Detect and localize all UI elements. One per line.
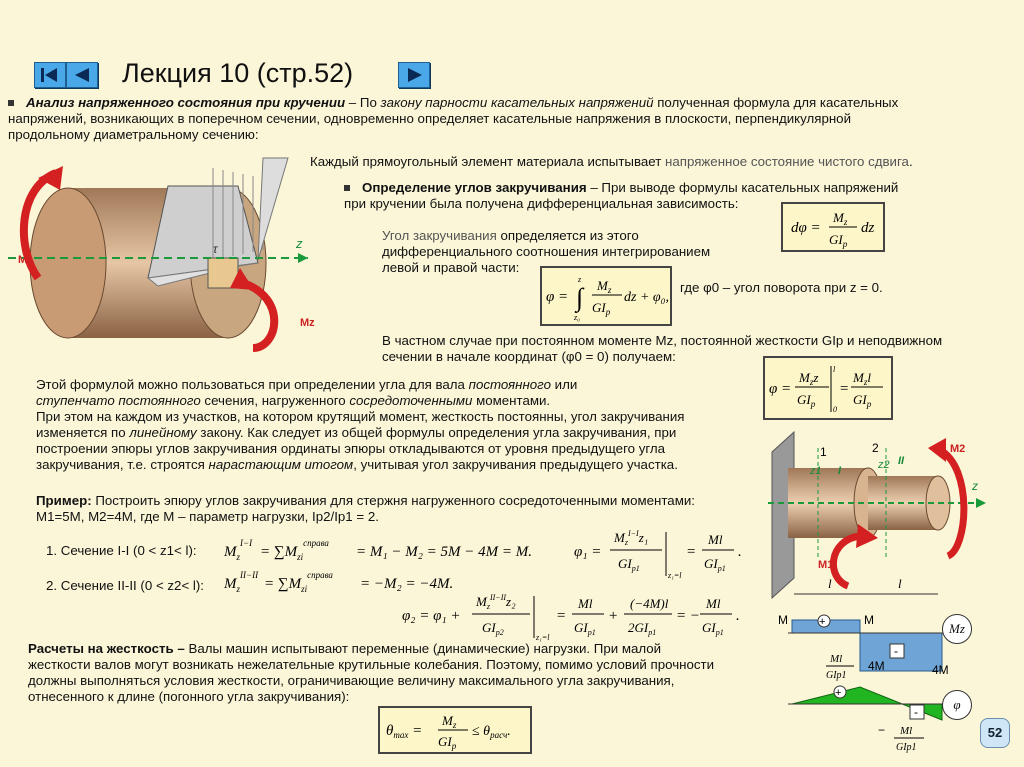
- svg-text:M1: M1: [818, 559, 834, 571]
- svg-text:z1: z1: [810, 465, 822, 477]
- skip-first-icon: [35, 63, 65, 87]
- svg-text:4M: 4M: [868, 659, 885, 673]
- svg-text:MzI−I: $M_z^{I-I}$: [224, 538, 253, 562]
- svg-text:+: +: [835, 687, 842, 699]
- svg-text:≤ θрасч.: ≤ $\theta_{расч}$.: [472, 724, 511, 740]
- svg-text:l: l: [898, 576, 902, 591]
- svg-text:GIp1: $GI_{p1}$: [704, 556, 726, 573]
- svg-text:(−4M)l: (−4M)l: [630, 596, 669, 611]
- prev-page-button[interactable]: [66, 62, 98, 88]
- tau-label: τ: [213, 242, 218, 256]
- svg-text:Ml: Ml: [830, 653, 843, 665]
- svg-text:II: II: [898, 455, 905, 467]
- moment-m1-arrow: [833, 536, 860, 586]
- svg-text:GIp1: $GI_{p1}$: [618, 556, 640, 573]
- svg-text:Mzl: $M_zl$: [853, 370, 871, 387]
- svg-text:-: -: [914, 705, 918, 719]
- svg-text:=: =: [839, 381, 850, 397]
- svg-text:1: 1: [820, 445, 827, 459]
- section1-label: 1. Сечение I-I (0 < z1< l):: [46, 543, 197, 558]
- svg-text:∫: ∫: [576, 283, 584, 312]
- svg-text:=: =: [556, 608, 567, 624]
- formula-dphi: [781, 202, 885, 252]
- svg-text:−: −: [878, 723, 886, 737]
- svg-text:2GIp1: $2GI_{p1}$: [628, 620, 657, 637]
- mz-label-right: Mz: [300, 317, 315, 329]
- svg-text:GIp: $GI_p$: [592, 300, 611, 317]
- svg-text:dz: dz: [861, 220, 875, 236]
- first-page-button[interactable]: [34, 62, 66, 88]
- phi-epure-label: φ: [942, 690, 972, 720]
- formula-phi-linear: [763, 356, 893, 420]
- svg-text:Mz: $M_z$: [597, 278, 612, 295]
- svg-text:GIp1: GIp1: [896, 742, 917, 753]
- svg-text:z₁=l: z₁=l: [536, 633, 550, 642]
- svg-text:GIp1: GIp1: [826, 670, 847, 681]
- mz-epure-label: Mz: [942, 614, 972, 644]
- page-number: 52: [980, 718, 1010, 748]
- svg-text:Ml: Ml: [708, 532, 723, 547]
- svg-text:= ∑Mziсправа: = $\sum M_{zi}^{справа}$: [264, 570, 333, 594]
- svg-text:z2: z2: [878, 459, 890, 471]
- svg-text:M2: M2: [950, 443, 966, 455]
- pure-shear-highlight: напряженное состояние чистого сдвига: [665, 154, 909, 169]
- mz-label-left: Mz: [18, 254, 33, 266]
- svg-text:= M₁ − M₂ = 5M − 4M = M.: = M₁ − M₂ = 5M − 4M = M.: [356, 544, 533, 560]
- intro-law: закону парности касательных напряжений: [380, 95, 654, 110]
- svg-text:φ =: φ =: [546, 289, 569, 305]
- stiffness-paragraph: Расчеты на жесткость – Валы машин испытывают переменные (динамические) нагрузки. При малой жесткости валов могут возникать нежелательные крутильные колебания. Поэтому, помимо условий прочности должны выполняться условия жесткости, ограничивающие величину максимального угла закручивания, отнесенного к длине (погонного угла закручивания):: [28, 641, 715, 704]
- svg-text:dz + φ₀,: dz + φ₀,: [624, 290, 670, 305]
- svg-text:z₀: z₀: [574, 313, 580, 322]
- svg-text:φ₁ =: φ₁ =: [574, 544, 602, 560]
- svg-text:z: z: [578, 275, 582, 284]
- svg-text:I: I: [838, 465, 842, 477]
- shaft-stress-diagram: [8, 148, 318, 358]
- z-axis-label: z: [296, 236, 303, 251]
- svg-text:MzI−Iz₁: $M_z^{I-I}z_1$: [614, 529, 649, 547]
- svg-text:GIp: $GI_p$: [853, 392, 872, 409]
- svg-text:GIp1: $GI_{p1}$: [574, 620, 596, 637]
- intro-line2: напряжений, возникающих в поперечном сечении, одновременно определяет касательные напряжения в плоскости, перпендикулярной: [8, 111, 852, 126]
- svg-text:l: l: [828, 576, 832, 591]
- prev-icon: [67, 63, 97, 87]
- svg-text:GIp1: $GI_{p1}$: [702, 620, 724, 637]
- svg-text:4M: 4M: [932, 663, 949, 677]
- svg-text:φ₂ = φ₁ +: φ₂ = φ₁ +: [402, 608, 461, 624]
- svg-text:l: l: [833, 365, 836, 374]
- svg-text:φ =: φ =: [769, 381, 792, 397]
- svg-text:+: +: [608, 608, 619, 624]
- svg-text:+: +: [819, 616, 826, 628]
- next-icon: [399, 63, 429, 87]
- svg-text:Mzz: $M_zz$: [799, 370, 819, 387]
- svg-text:M: M: [778, 613, 788, 627]
- intro-paragraph: Анализ напряженного состояния при кручении – По закону парности касательных напряжений полученная формула для касательных напряжений, возникающих в поперечном сечении, одновременно определяет касательные напряжения в плоскости, перпендикулярной продольному диаметральному сечению:: [8, 95, 1008, 143]
- svg-text:MzII−IIz₂: $M_z^{II-II}z_2$: [476, 593, 516, 611]
- svg-text:z₁=l: z₁=l: [668, 571, 682, 580]
- svg-text:= −: = −: [676, 608, 700, 624]
- usage-paragraph: Этой формулой можно пользоваться при определении угла для вала постоянного или ступенчато постоянного сечения, нагруженного сосредоточенными моментами. При этом на каждом из участков, на котором крутящий момент, жесткость постоянны, угол закручивания изменяется по линейному закону. Как следует из общей формулы определения угла закручивания, при построении эпюры углов закручивания ординаты эпюры откладываются от уровня предыдущего угла закручивания, т.е. строятся нарастающим итогом, учитывая угол закручивания предыдущего участка.: [36, 377, 685, 472]
- svg-text:2: 2: [872, 441, 879, 455]
- svg-text:MzII−II: $M_z^{II-II}$: [224, 570, 259, 594]
- angles-paragraph: Определение углов закручивания – При выводе формулы касательных напряжений при кручении была получена дифференциальная зависимость:: [344, 180, 899, 211]
- intro-line3: продольному диаметральному сечению:: [8, 127, 259, 142]
- special-case-text: В частном случае при постоянном моменте Mz, постоянной жесткости GIp и неподвижном сечении в начале координат (φ0 = 0) получаем:: [382, 333, 943, 364]
- svg-text:GIp: $GI_p$: [438, 734, 457, 751]
- svg-text:Mz: $M_z$: [442, 713, 457, 730]
- svg-text:.: .: [738, 544, 742, 560]
- formula-phi-integral: [540, 266, 672, 326]
- svg-text:GIp: $GI_p$: [829, 232, 848, 249]
- svg-text:Ml: Ml: [706, 596, 721, 611]
- svg-text:z: z: [972, 479, 978, 493]
- angles-head: Определение углов закручивания: [362, 180, 587, 195]
- svg-text:GIp: $GI_p$: [797, 392, 816, 409]
- formula-theta: [378, 706, 532, 754]
- svg-text:Ml: Ml: [578, 596, 593, 611]
- svg-text:-: -: [894, 644, 898, 658]
- pure-shear-text: Каждый прямоугольный элемент материала испытывает напряженное состояние чистого сдвига.: [310, 154, 913, 169]
- phi0-note: где φ0 – угол поворота при z = 0.: [680, 280, 883, 295]
- bullet-icon: [344, 185, 350, 191]
- section2-label: 2. Сечение II-II (0 < z2< l):: [46, 578, 204, 593]
- svg-text:θmax =: $\theta_{max}$ =: [386, 723, 423, 740]
- svg-text:= ∑Mziсправа: = $\sum M_{zi}^{справа}$: [260, 538, 329, 562]
- angle-definition: Угол закручивания определяется из этого дифференциального соотношения интегрированием левой и правой части:: [382, 228, 711, 275]
- formula-phi2: [400, 592, 770, 642]
- svg-text:GIp2: $GI_{p2}$: [482, 620, 504, 637]
- intro-head: Анализ напряженного состояния при кручении: [26, 95, 346, 110]
- example-paragraph: Пример: Построить эпюру углов закручивания для стержня нагруженного сосредоточенными моментами: M1=5M, M2=4M, где M – параметр нагрузки, Ip2/Ip1 = 2.: [36, 493, 695, 524]
- page-title: Лекция 10 (стр.52): [122, 58, 354, 88]
- svg-text:Ml: Ml: [900, 725, 913, 737]
- next-page-button[interactable]: [398, 62, 430, 88]
- svg-text:Mz: $M_z$: [833, 210, 848, 227]
- svg-text:0: 0: [833, 405, 837, 414]
- svg-text:M: M: [864, 613, 874, 627]
- svg-text:=: =: [686, 544, 697, 560]
- svg-text:= −M₂ = −4M.: = −M₂ = −4M.: [360, 576, 454, 592]
- bullet-icon: [8, 100, 14, 106]
- svg-text:.: .: [736, 608, 740, 624]
- svg-text:dφ =: dφ =: [791, 220, 821, 236]
